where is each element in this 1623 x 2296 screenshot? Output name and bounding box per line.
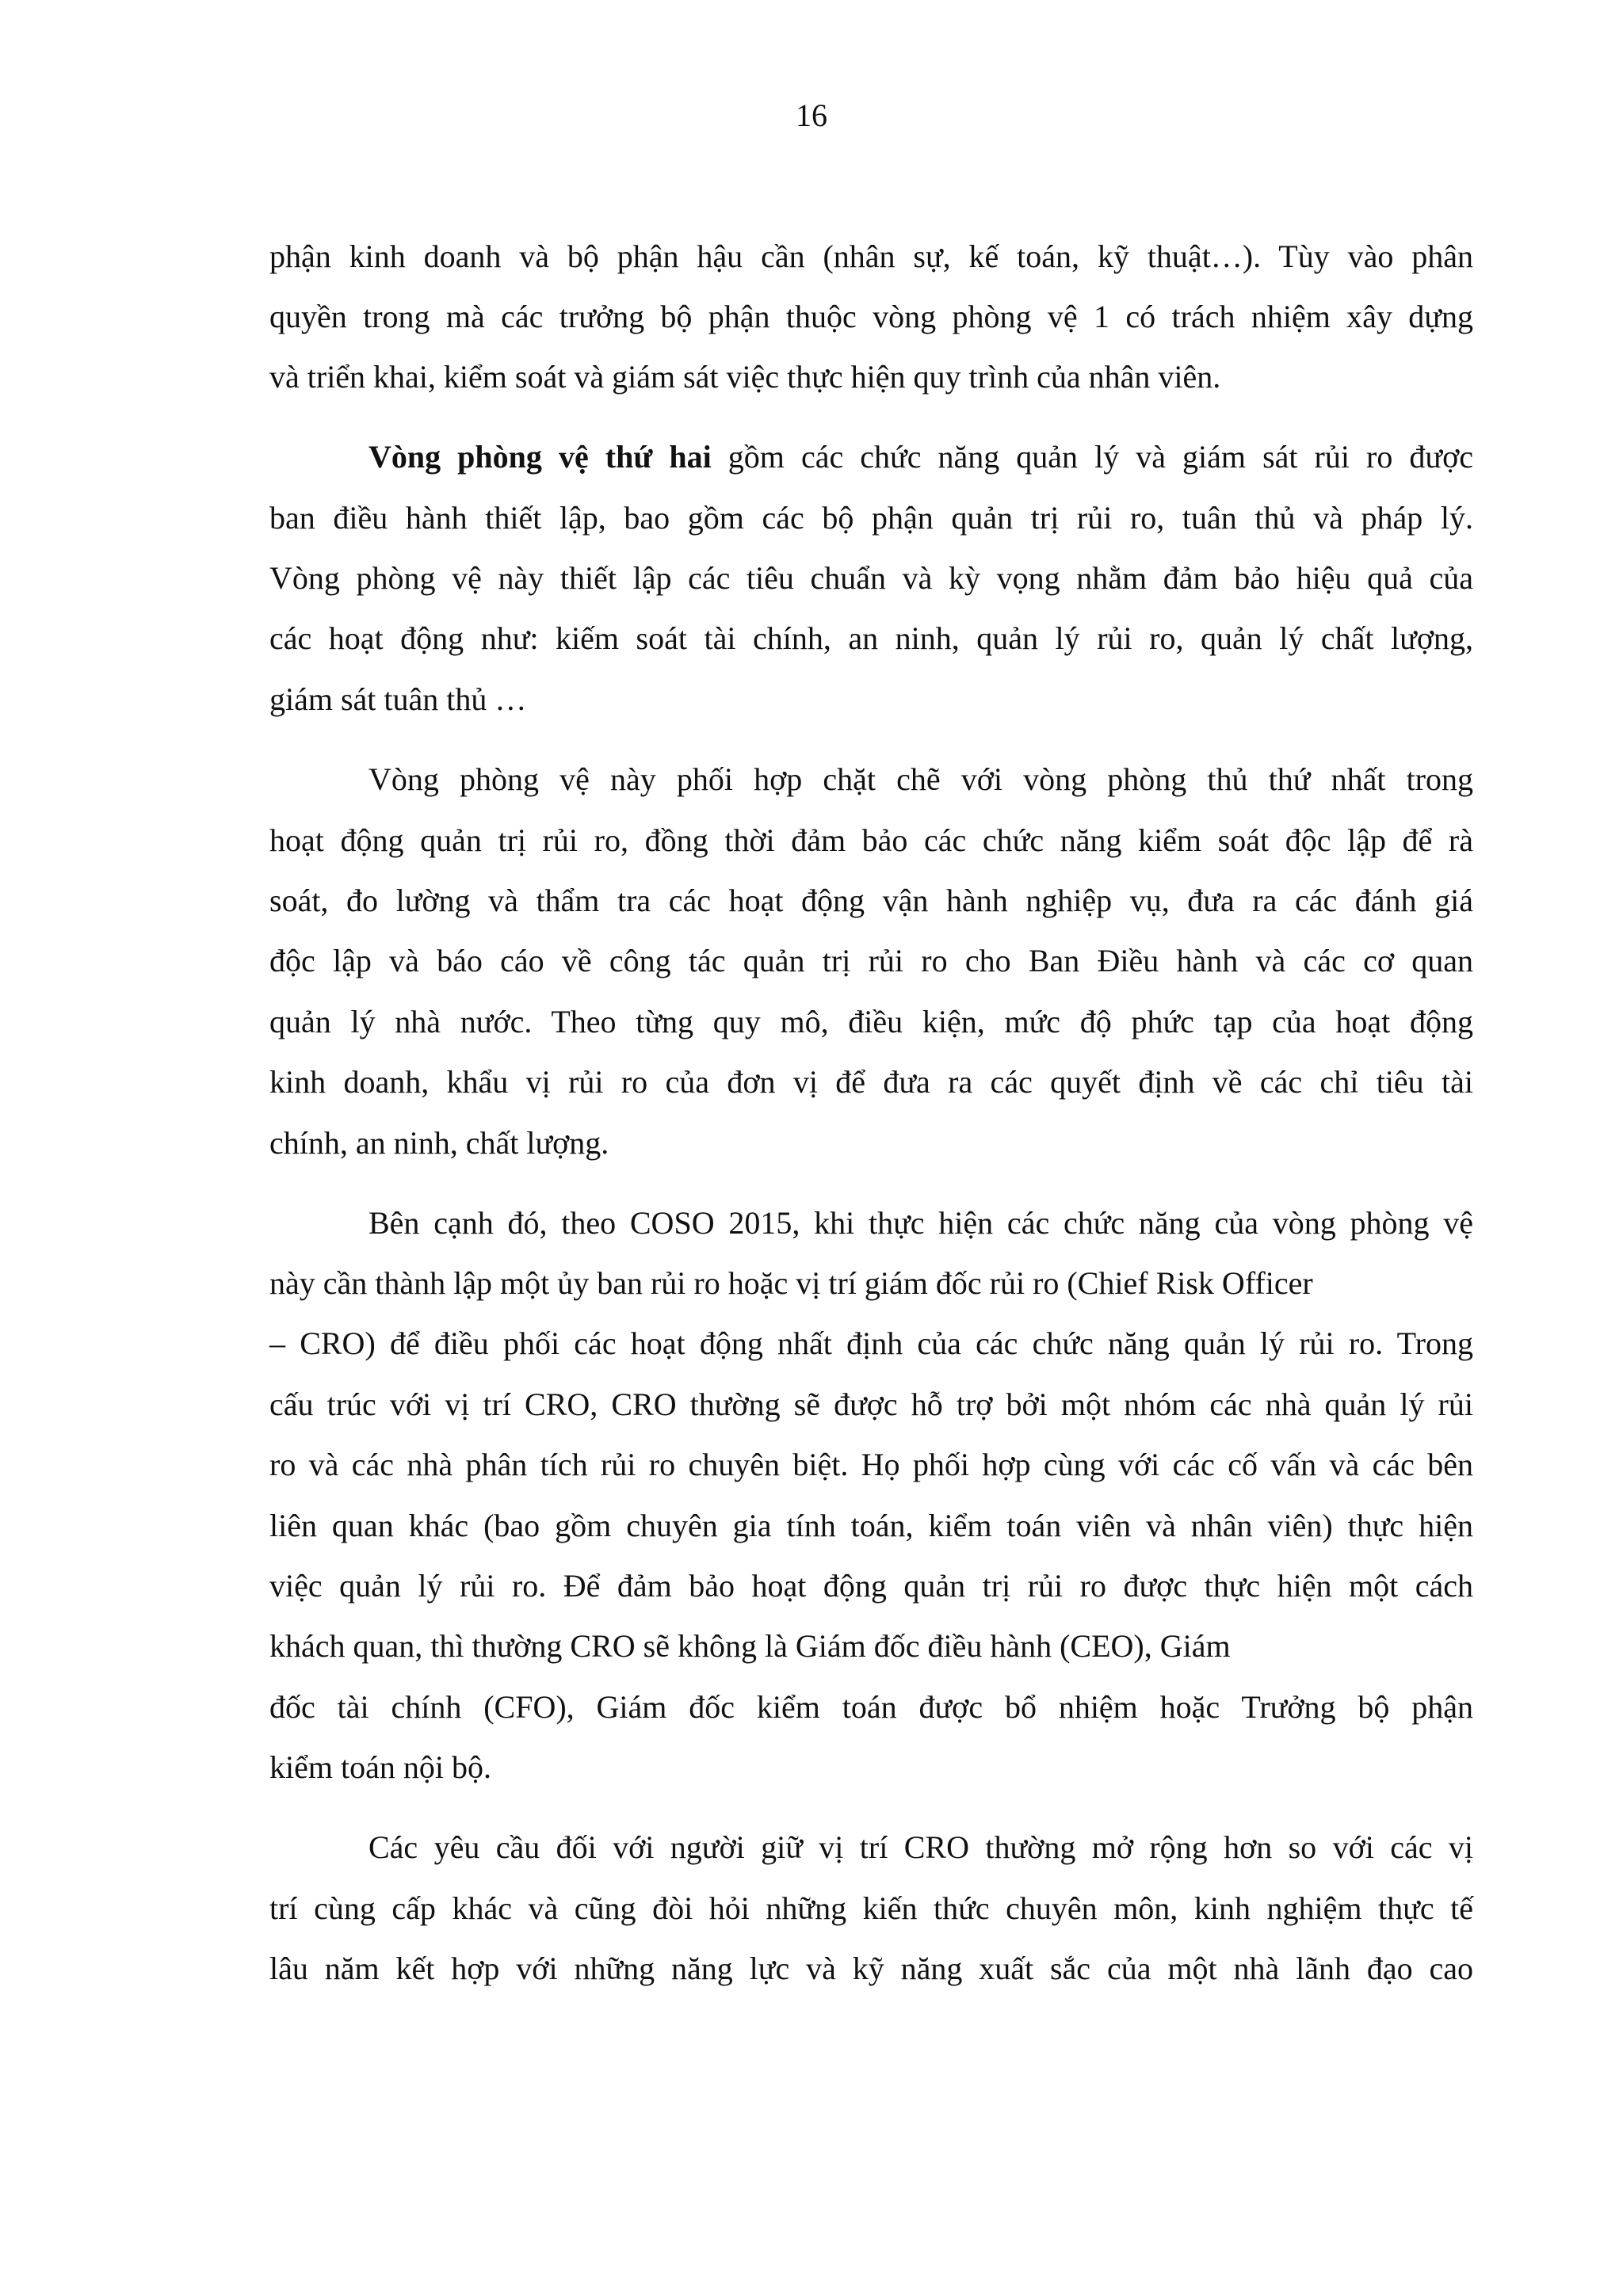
text-line: quyền trong mà các trưởng bộ phận thuộc vòng phòng vệ 1 có trách nhiệm xây dựng: [269, 299, 1473, 334]
text-line: liên quan khác (bao gồm chuyên gia tính toán, kiểm toán viên và nhân viên) thực hiện: [269, 1508, 1473, 1543]
text-line: cấu trúc với vị trí CRO, CRO thường sẽ được hỗ trợ bởi một nhóm các nhà quản lý rủi: [269, 1386, 1473, 1422]
text-span: gồm các chức năng quản lý và giám sát rủi ro được: [711, 439, 1473, 475]
text-line: việc quản lý rủi ro. Để đảm bảo hoạt động quản trị rủi ro được thực hiện một cách: [269, 1568, 1473, 1604]
text-line: và triển khai, kiểm soát và giám sát việc thực hiện quy trình của nhân viên.: [269, 359, 1221, 395]
bold-term: Vòng phòng vệ thứ hai: [369, 439, 712, 475]
text-line: độc lập và báo cáo về công tác quản trị rủi ro cho Ban Điều hành và các cơ quan: [269, 943, 1473, 978]
text-line: kinh doanh, khẩu vị rủi ro của đơn vị để đưa ra các quyết định về các chỉ tiêu tài: [269, 1064, 1473, 1100]
text-line: quản lý nhà nước. Theo từng quy mô, điều kiện, mức độ phức tạp của hoạt động: [269, 1004, 1473, 1039]
text-line: Bên cạnh đó, theo COSO 2015, khi thực hiện các chức năng của vòng phòng vệ: [369, 1205, 1473, 1241]
text-line: khách quan, thì thường CRO sẽ không là Giám đốc điều hành (CEO), Giám: [269, 1628, 1231, 1664]
text-line: các hoạt động như: kiếm soát tài chính, an ninh, quản lý rủi ro, quản lý chất lượng,: [269, 620, 1473, 656]
text-line: [369, 438, 1473, 476]
text-line: Vòng phòng vệ này phối hợp chặt chẽ với vòng phòng thủ thứ nhất trong: [369, 761, 1473, 797]
text-line: này cần thành lập một ủy ban rủi ro hoặc vị trí giám đốc rủi ro (Chief Risk Officer: [269, 1265, 1313, 1301]
text-line: Các yêu cầu đối với người giữ vị trí CRO thường mở rộng hơn so với các vị: [369, 1829, 1473, 1865]
text-line: kiểm toán nội bộ.: [269, 1749, 491, 1785]
text-line: đốc tài chính (CFO), Giám đốc kiểm toán được bổ nhiệm hoặc Trưởng bộ phận: [269, 1689, 1473, 1725]
text-line: chính, an ninh, chất lượng.: [269, 1125, 609, 1161]
text-line: trí cùng cấp khác và cũng đòi hỏi những kiến thức chuyên môn, kinh nghiệm thực tế: [269, 1890, 1473, 1926]
text-line: – CRO) để điều phối các hoạt động nhất định của các chức năng quản lý rủi ro. Trong: [269, 1325, 1473, 1361]
text-line: Vòng phòng vệ này thiết lập các tiêu chuẩn và kỳ vọng nhằm đảm bảo hiệu quả của: [269, 560, 1473, 596]
text-line: ro và các nhà phân tích rủi ro chuyên biệt. Họ phối hợp cùng với các cố vấn và các bên: [269, 1447, 1473, 1482]
text-line: hoạt động quản trị rủi ro, đồng thời đảm bảo các chức năng kiểm soát độc lập để rà: [269, 822, 1473, 858]
text-line: phận kinh doanh và bộ phận hậu cần (nhân sự, kế toán, kỹ thuật…). Tùy vào phân: [269, 238, 1473, 274]
text-line: giám sát tuân thủ …: [269, 681, 527, 717]
text-line: soát, đo lường và thẩm tra các hoạt động vận hành nghiệp vụ, đưa ra các đánh giá: [269, 883, 1473, 918]
text-line: lâu năm kết hợp với những năng lực và kỹ năng xuất sắc của một nhà lãnh đạo cao: [269, 1951, 1473, 1986]
page-number: 16: [796, 97, 827, 133]
text-line: ban điều hành thiết lập, bao gồm các bộ phận quản trị rủi ro, tuân thủ và pháp lý.: [269, 500, 1473, 536]
